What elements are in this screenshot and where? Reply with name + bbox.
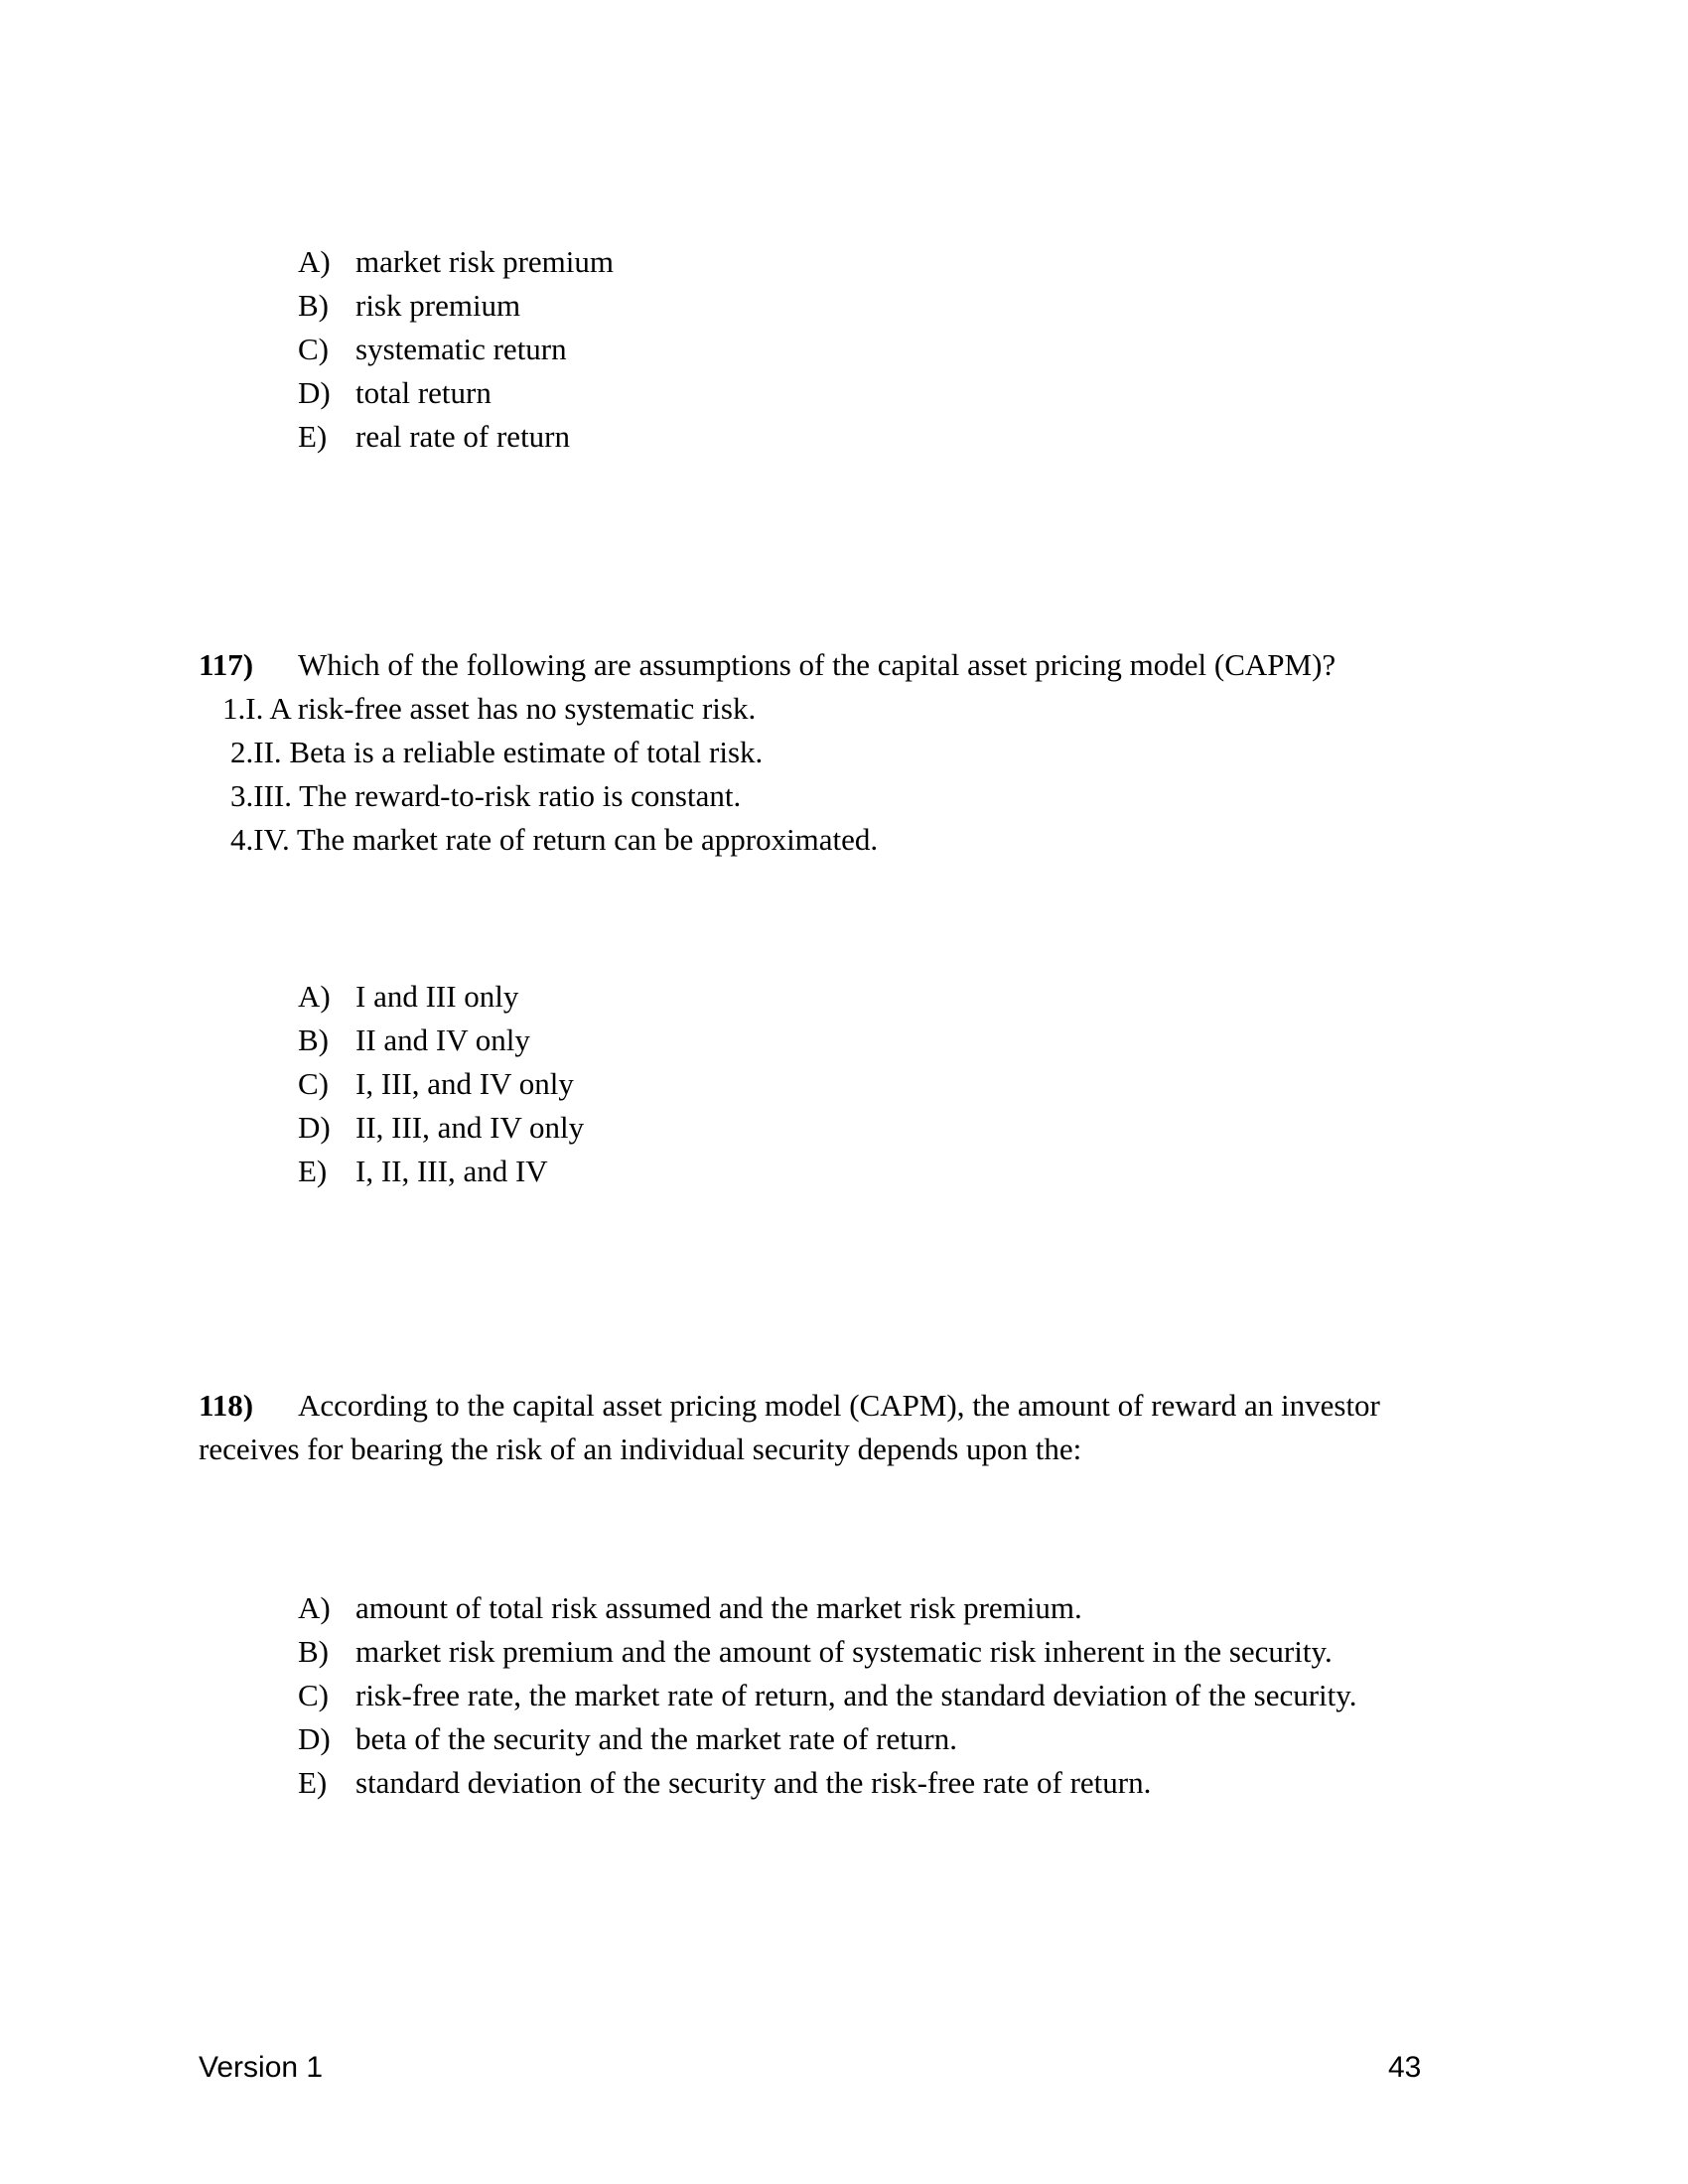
option-letter: A) <box>298 979 331 1014</box>
statement-item: 4.IV. The market rate of return can be approximated. <box>230 822 879 857</box>
option-letter: D) <box>298 375 331 410</box>
option-letter: C) <box>298 1678 329 1712</box>
option-letter: C) <box>298 332 329 366</box>
q117-option-a <box>298 975 584 1019</box>
option-text: I, II, III, and IV <box>355 1154 548 1188</box>
option-letter: A) <box>298 244 331 279</box>
statement-item: 1.I. A risk-free asset has no systematic risk. <box>222 691 757 726</box>
option-letter: D) <box>298 1110 331 1145</box>
q118-option-d <box>298 1717 1357 1761</box>
q117-options <box>298 975 584 1193</box>
footer-version: Version 1 <box>199 2051 324 2084</box>
option-text: market risk premium and the amount of systematic risk inherent in the security. <box>355 1634 1333 1669</box>
option-letter: E) <box>298 419 328 454</box>
statement-item: 3.III. The reward-to-risk ratio is constant. <box>230 778 742 813</box>
option-text: total return <box>355 375 492 410</box>
option-letter: D) <box>298 1721 331 1756</box>
q118-question-continued: receives for bearing the risk of an individual security depends upon the: <box>199 1432 1082 1466</box>
option-text: risk-free rate, the market rate of return, and the standard deviation of the security. <box>355 1678 1357 1712</box>
q116-options <box>298 240 614 459</box>
option-letter: C) <box>298 1066 329 1101</box>
q118-options <box>298 1586 1357 1805</box>
option-letter: B) <box>298 1023 329 1057</box>
q116-option-b <box>298 284 614 328</box>
statement-item: 2.II. Beta is a reliable estimate of total risk. <box>230 735 764 769</box>
q118-option-c <box>298 1674 1357 1717</box>
option-text: risk premium <box>355 288 521 323</box>
option-letter: E) <box>298 1154 328 1188</box>
option-text: II and IV only <box>355 1023 530 1057</box>
option-text: real rate of return <box>355 419 571 454</box>
q118-option-e <box>298 1761 1357 1805</box>
option-text: II, III, and IV only <box>355 1110 585 1145</box>
option-letter: B) <box>298 288 329 323</box>
option-text: amount of total risk assumed and the market risk premium. <box>355 1590 1082 1625</box>
option-letter: A) <box>298 1590 331 1625</box>
q117-question <box>199 643 1336 687</box>
q118-option-a <box>298 1586 1357 1630</box>
q117-option-d <box>298 1106 584 1150</box>
q117-statements <box>222 687 878 862</box>
option-text: standard deviation of the security and the risk-free rate of return. <box>355 1765 1152 1800</box>
question-text: According to the capital asset pricing model (CAPM), the amount of reward an investor <box>298 1388 1380 1423</box>
q116-option-a <box>298 240 614 284</box>
option-letter: B) <box>298 1634 329 1669</box>
question-number: 118) <box>199 1388 254 1423</box>
q117-option-e <box>298 1150 584 1193</box>
option-text: market risk premium <box>355 244 614 279</box>
q118-question <box>199 1384 1380 1428</box>
option-text: systematic return <box>355 332 567 366</box>
q117-option-b <box>298 1019 584 1062</box>
option-text: I and III only <box>355 979 519 1014</box>
option-letter: E) <box>298 1765 328 1800</box>
page-number: 43 <box>1388 2051 1422 2084</box>
q118-option-b <box>298 1630 1357 1674</box>
question-number: 117) <box>199 647 254 682</box>
q116-option-e <box>298 415 614 459</box>
option-text: beta of the security and the market rate of return. <box>355 1721 957 1756</box>
option-text: I, III, and IV only <box>355 1066 574 1101</box>
q116-option-d <box>298 371 614 415</box>
q116-option-c <box>298 328 614 371</box>
question-text: Which of the following are assumptions of the capital asset pricing model (CAPM)? <box>298 647 1336 682</box>
q117-option-c <box>298 1062 584 1106</box>
